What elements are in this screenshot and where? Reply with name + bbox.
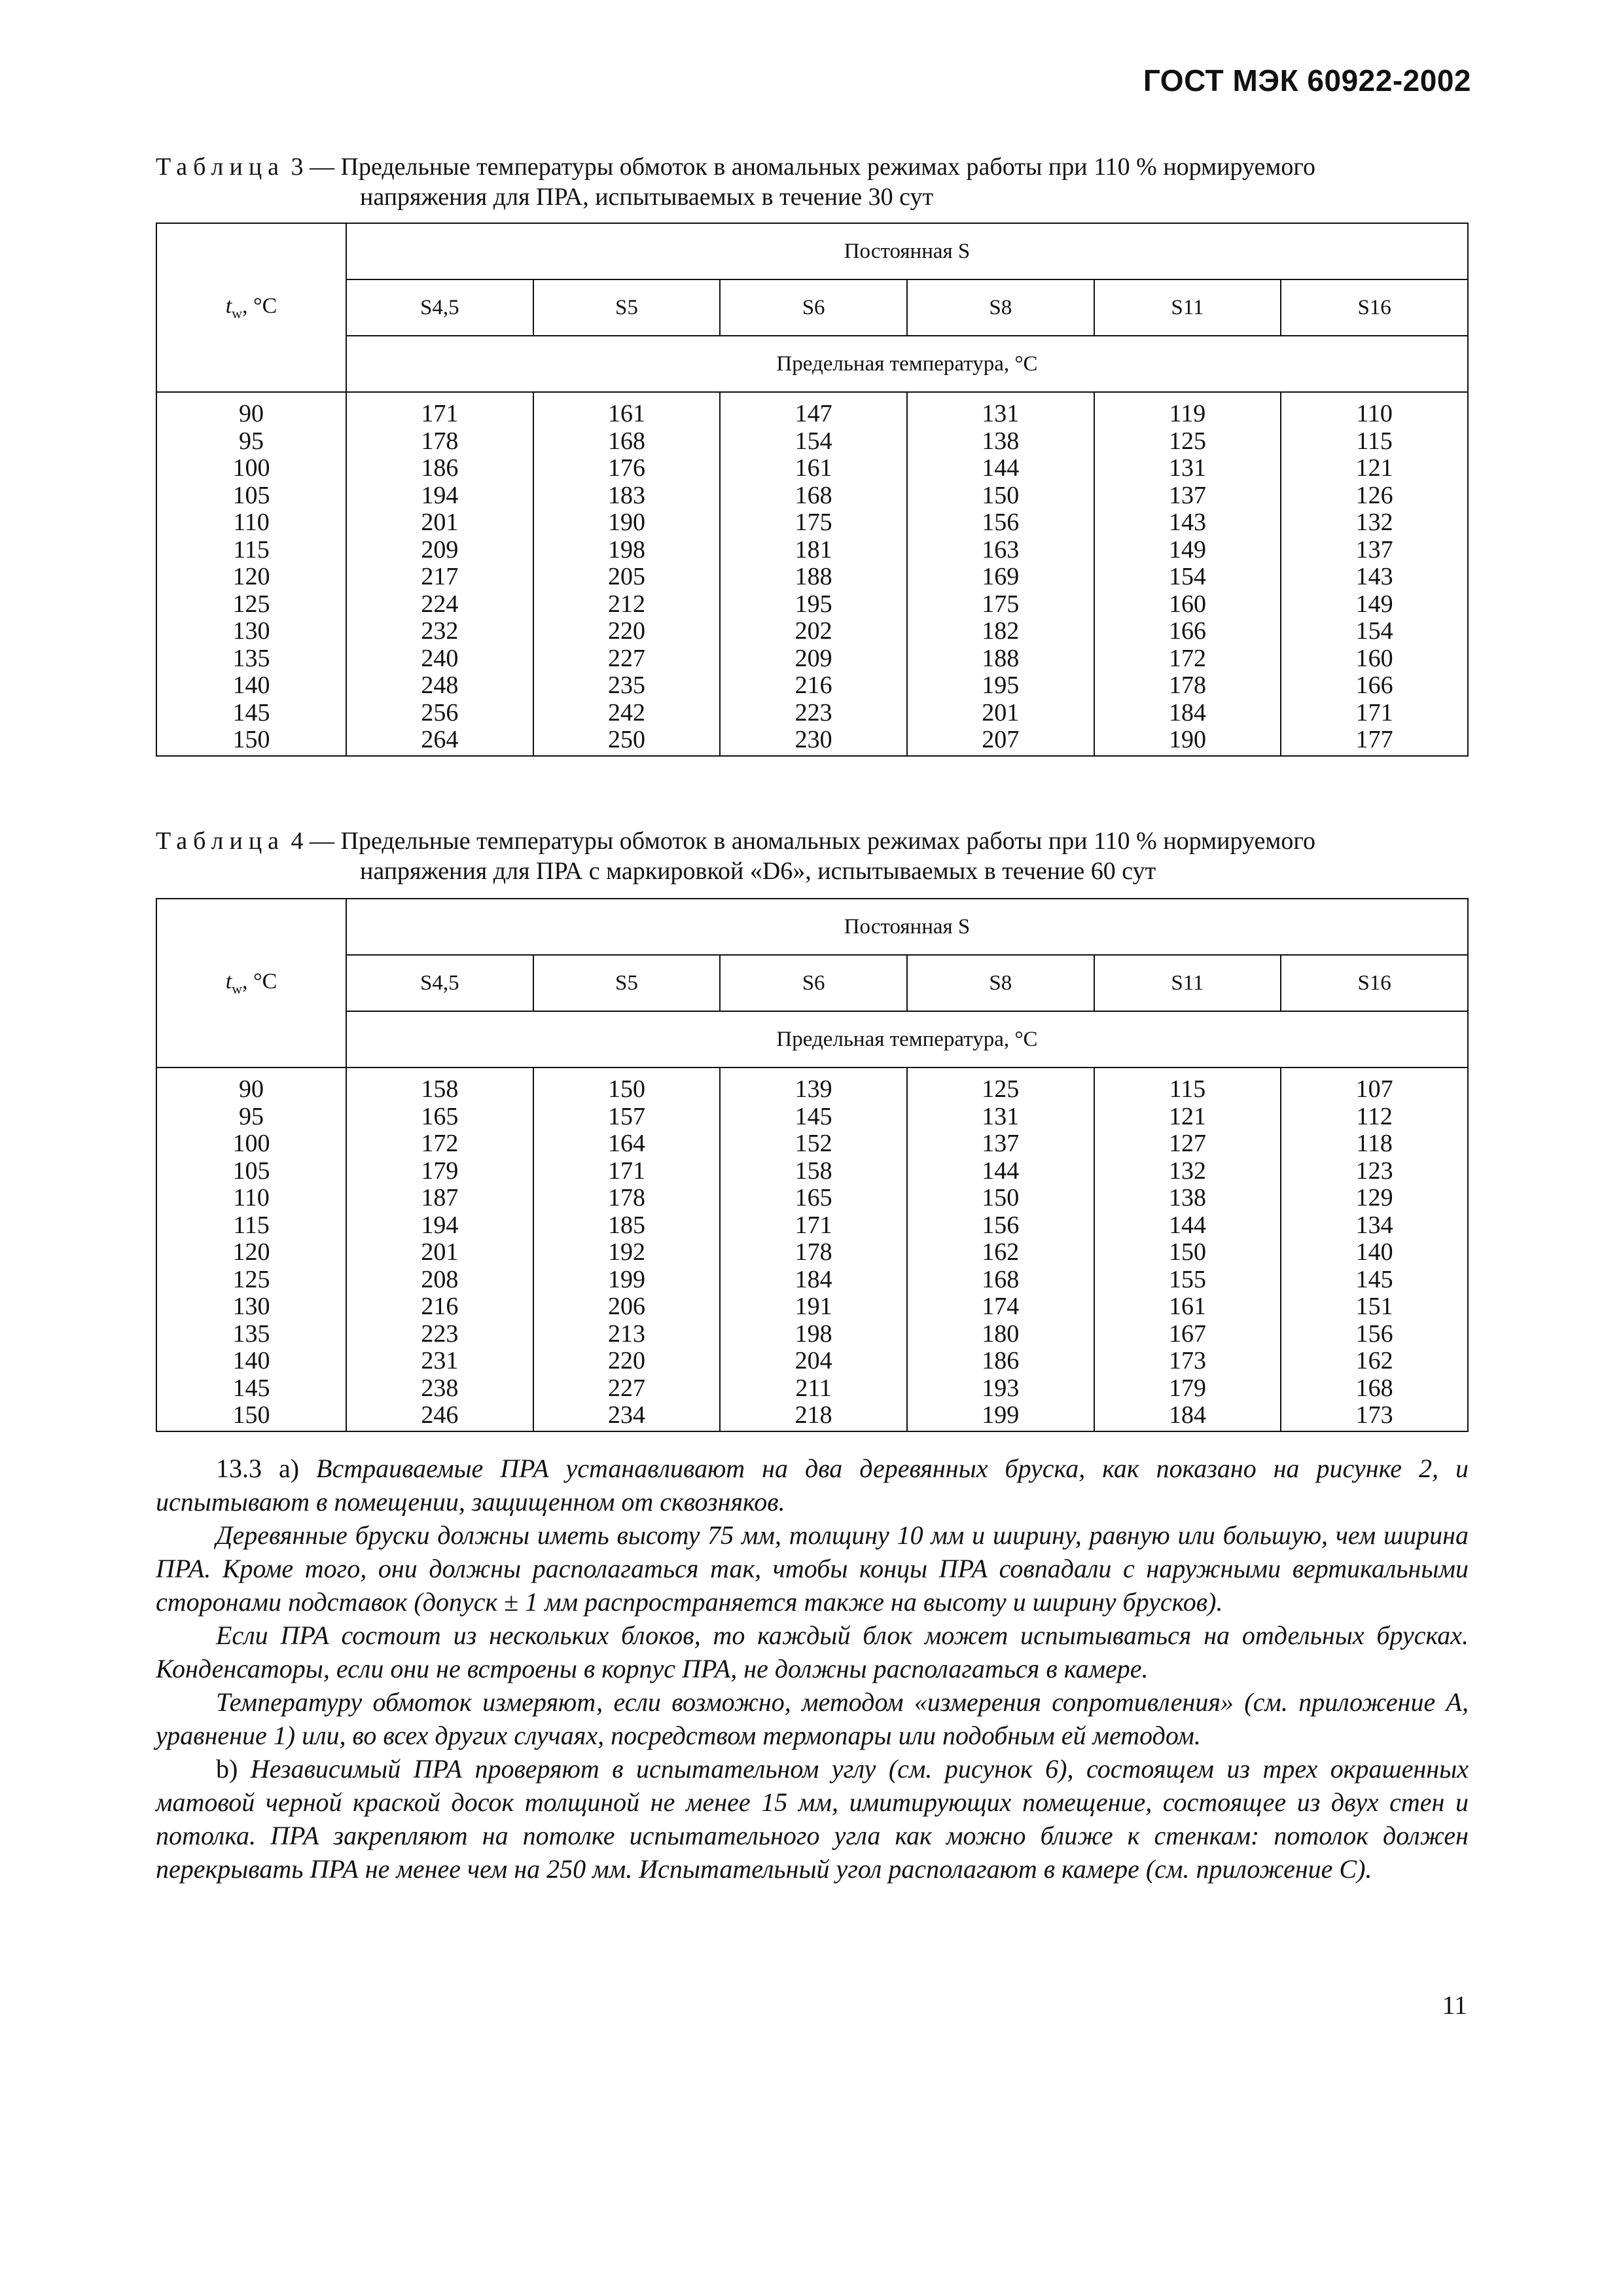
- table-cell: 150: [607, 1075, 645, 1103]
- table-cell: 227: [607, 644, 645, 672]
- body-text: [156, 1452, 1469, 1886]
- table-cell: 144: [982, 454, 1020, 482]
- table-cell: 188: [982, 644, 1020, 672]
- table-cell: 171: [421, 400, 459, 427]
- table-cell: 176: [607, 454, 645, 482]
- table-cell: 158: [421, 1075, 459, 1103]
- table-cell: 187: [421, 1184, 459, 1211]
- table-cell: 143: [1355, 563, 1393, 590]
- table-cell: 238: [421, 1374, 459, 1402]
- table-cell: 173: [1168, 1347, 1206, 1374]
- table-cell: 234: [607, 1401, 645, 1429]
- clause-item: b): [216, 1754, 251, 1784]
- column-header: S6: [720, 955, 907, 1011]
- table-cell: 220: [607, 617, 645, 645]
- table-cell: 135: [232, 644, 270, 672]
- table-cell: 154: [1355, 617, 1393, 645]
- table-cell: 107: [1355, 1075, 1393, 1103]
- table-cell: 90: [239, 1075, 264, 1103]
- table-cell: 137: [982, 1130, 1020, 1157]
- table-cell: 175: [982, 590, 1020, 618]
- table-cell: 129: [1355, 1184, 1393, 1211]
- table-cell: 185: [607, 1211, 645, 1239]
- column-header: S5: [533, 279, 721, 336]
- stub-header-unit: °C: [253, 969, 277, 994]
- table-cell: 155: [1168, 1265, 1206, 1293]
- table-caption-line2: напряжения для ПРА, испытываемых в течение 30 сут: [360, 183, 934, 211]
- table-cell: 166: [1355, 672, 1393, 699]
- table-cell: 193: [982, 1374, 1020, 1402]
- paragraph: [156, 1752, 1469, 1886]
- table-cell: 125: [1168, 427, 1206, 455]
- table-cell: 150: [1168, 1238, 1206, 1266]
- table-caption-text: 3 — Предельные температуры обмоток в аномальных режимах работы при 110 % нормируемого: [285, 153, 1316, 181]
- stub-header-unit: °C: [253, 293, 277, 318]
- table-cell: 220: [607, 1347, 645, 1374]
- table-cell: 145: [794, 1102, 832, 1130]
- table-cell: 218: [794, 1401, 832, 1429]
- table-cell: 150: [982, 481, 1020, 509]
- table-3-caption: [156, 152, 1471, 212]
- data-column: [1281, 392, 1468, 756]
- table-cell: 246: [421, 1401, 459, 1429]
- table-cell: 178: [1168, 672, 1206, 699]
- table-cell: 207: [982, 726, 1020, 753]
- table-cell: 147: [794, 400, 832, 427]
- table-cell: 156: [982, 509, 1020, 536]
- column-header: S5: [533, 955, 721, 1011]
- table-cell: 250: [607, 726, 645, 753]
- table-cell: 110: [233, 509, 270, 536]
- table-cell: 120: [232, 1238, 270, 1266]
- table-cell: 186: [421, 454, 459, 482]
- table-caption-label: Таблица: [156, 827, 285, 855]
- table-cell: 216: [794, 672, 832, 699]
- table-cell: 145: [1355, 1265, 1393, 1293]
- table-cell: 174: [982, 1293, 1020, 1320]
- table-cell: 171: [1355, 698, 1393, 726]
- table-cell: 115: [1169, 1075, 1206, 1103]
- column-header: S4,5: [346, 279, 533, 336]
- limit-temperature-header: Предельная температура, °C: [346, 1011, 1468, 1067]
- paragraph: Температуру обмоток измеряют, если возможно, методом «измерения сопротивления» (см. приложение А, уравнение 1) или, во всех других случаях, посредством термопары или подобным ей методом.: [156, 1687, 1469, 1750]
- table-cell: 100: [232, 1130, 270, 1157]
- table-cell: 199: [607, 1265, 645, 1293]
- column-header: S11: [1094, 279, 1281, 336]
- data-column: [1281, 1067, 1468, 1431]
- table-cell: 150: [232, 726, 270, 753]
- table-cell: 131: [982, 400, 1020, 427]
- table-cell: 208: [421, 1265, 459, 1293]
- table-cell: 198: [794, 1319, 832, 1348]
- table-cell: 110: [1356, 400, 1393, 427]
- table-cell: 125: [232, 590, 270, 618]
- data-column: [1094, 1067, 1281, 1431]
- table-cell: 206: [607, 1293, 645, 1320]
- table-cell: 100: [232, 454, 270, 482]
- table-cell: 105: [232, 1157, 270, 1185]
- table-cell: 184: [794, 1265, 832, 1293]
- table-cell: 121: [1168, 1102, 1206, 1130]
- table-cell: 130: [232, 617, 270, 645]
- table-cell: 115: [1356, 427, 1393, 455]
- column-header: S16: [1281, 279, 1468, 336]
- data-column: [907, 1067, 1094, 1431]
- table-caption-text: 4 — Предельные температуры обмоток в аномальных режимах работы при 110 % нормируемого: [285, 827, 1316, 855]
- table-cell: 178: [421, 427, 459, 455]
- table-cell: 143: [1168, 509, 1206, 536]
- table-cell: 161: [1168, 1293, 1206, 1320]
- group-header: Постоянная S: [346, 223, 1468, 279]
- table-cell: 184: [1168, 1401, 1206, 1429]
- table-cell: 175: [794, 509, 832, 536]
- table-cell: 154: [794, 427, 832, 455]
- paragraph-text: Независимый ПРА проверяют в испытательном углу (см. рисунок 6), состоящем из трех окрашенных матовой черной краской досок толщиной не менее 15 мм, имитирующих помещение, состоящее из двух стен и потолка. ПРА закрепляют на потолке испытательного угла как можно ближе к стенкам: потолок должен перекрывать ПРА не менее чем на 250 мм. Испытательный угол располагают в камере (см. приложение С).: [156, 1754, 1469, 1884]
- table-cell: 135: [232, 1319, 270, 1348]
- table-cell: 191: [794, 1293, 832, 1320]
- table-cell: 160: [1355, 644, 1393, 672]
- table-cell: 201: [982, 698, 1020, 726]
- column-header: S8: [907, 955, 1094, 1011]
- table-cell: 145: [232, 698, 270, 726]
- table-cell: 90: [239, 400, 264, 427]
- group-header: Постоянная S: [346, 899, 1468, 955]
- data-column: [907, 392, 1094, 756]
- tw-column: [156, 1067, 346, 1431]
- table-cell: 138: [982, 427, 1020, 455]
- table-cell: 140: [232, 672, 270, 699]
- table-cell: 235: [607, 672, 645, 699]
- table-cell: 224: [421, 590, 459, 618]
- table-cell: 242: [607, 698, 645, 726]
- column-header: S4,5: [346, 955, 533, 1011]
- table-cell: 173: [1355, 1401, 1393, 1429]
- table-cell: 156: [982, 1211, 1020, 1239]
- paragraph: Если ПРА состоит из нескольких блоков, то каждый блок может испытываться на отдельных брусках. Конденсаторы, если они не встроены в корпус ПРА, не должны располагаться в камере.: [156, 1621, 1469, 1683]
- table-cell: 140: [1355, 1238, 1393, 1266]
- table-cell: 182: [982, 617, 1020, 645]
- table-cell: 231: [421, 1347, 459, 1374]
- data-column: [533, 1067, 721, 1431]
- tw-column: [156, 392, 346, 756]
- table-cell: 110: [233, 1184, 270, 1211]
- table-cell: 188: [794, 563, 832, 590]
- table-cell: 248: [421, 672, 459, 699]
- table-cell: 151: [1355, 1293, 1393, 1320]
- table-cell: 105: [232, 481, 270, 509]
- table-cell: 180: [982, 1319, 1020, 1348]
- table-cell: 168: [982, 1265, 1020, 1293]
- table-cell: 223: [794, 698, 832, 726]
- table-cell: 201: [421, 1238, 459, 1266]
- table-cell: 149: [1355, 590, 1393, 618]
- table-cell: 223: [421, 1319, 459, 1348]
- table-cell: 240: [421, 644, 459, 672]
- table-cell: 160: [1168, 590, 1206, 618]
- table-caption-line2: напряжения для ПРА с маркировкой «D6», испытываемых в течение 60 сут: [360, 857, 1156, 885]
- clause-number: 13.3 a): [216, 1454, 317, 1483]
- table-cell: 178: [794, 1238, 832, 1266]
- table-cell: 164: [607, 1130, 645, 1157]
- table-cell: 120: [232, 563, 270, 590]
- table-cell: 154: [1168, 563, 1206, 590]
- table-cell: 217: [421, 563, 459, 590]
- table-cell: 184: [1168, 698, 1206, 726]
- table-cell: 150: [982, 1184, 1020, 1211]
- data-column: [1094, 392, 1281, 756]
- table-cell: 137: [1355, 535, 1393, 564]
- table-cell: 118: [1356, 1130, 1393, 1157]
- table-cell: 172: [421, 1130, 459, 1157]
- table-cell: 230: [794, 726, 832, 753]
- table-cell: 161: [794, 454, 832, 482]
- table-cell: 178: [607, 1184, 645, 1211]
- table-cell: 134: [1355, 1211, 1393, 1239]
- table-cell: 212: [607, 590, 645, 618]
- table-cell: 115: [233, 1211, 270, 1239]
- data-column: [533, 392, 721, 756]
- table-cell: 125: [232, 1265, 270, 1293]
- table-cell: 123: [1355, 1157, 1393, 1185]
- table-cell: 145: [232, 1374, 270, 1402]
- column-header: S8: [907, 279, 1094, 336]
- table-cell: 167: [1168, 1319, 1206, 1348]
- table-cell: 119: [1169, 400, 1206, 427]
- table-cell: 112: [1356, 1102, 1393, 1130]
- data-column: [720, 392, 907, 756]
- table-cell: 132: [1168, 1157, 1206, 1185]
- table-3: [156, 223, 1469, 757]
- table-cell: 156: [1355, 1319, 1393, 1348]
- data-column: [346, 392, 533, 756]
- table-cell: 202: [794, 617, 832, 645]
- table-cell: 227: [607, 1374, 645, 1402]
- table-cell: 186: [982, 1347, 1020, 1374]
- table-4-caption: [156, 826, 1471, 886]
- table-cell: 149: [1168, 535, 1206, 564]
- table-cell: 131: [982, 1102, 1020, 1130]
- table-cell: 144: [982, 1157, 1020, 1185]
- table-cell: 232: [421, 617, 459, 645]
- table-cell: 165: [794, 1184, 832, 1211]
- table-cell: 165: [421, 1102, 459, 1130]
- table-cell: 139: [794, 1075, 832, 1103]
- table-cell: 132: [1355, 509, 1393, 536]
- table-cell: 150: [232, 1401, 270, 1429]
- table-4: [156, 898, 1469, 1432]
- table-cell: 158: [794, 1157, 832, 1185]
- table-cell: 256: [421, 698, 459, 726]
- table-cell: 190: [607, 509, 645, 536]
- table-cell: 168: [607, 427, 645, 455]
- paragraph: [156, 1452, 1469, 1518]
- table-cell: 131: [1168, 454, 1206, 482]
- table-cell: 115: [233, 535, 270, 564]
- table-cell: 179: [421, 1157, 459, 1185]
- column-header: S16: [1281, 955, 1468, 1011]
- table-cell: 209: [421, 535, 459, 564]
- stub-header: $t_w$, °C: [156, 899, 346, 1067]
- table-cell: 264: [421, 726, 459, 753]
- table-cell: 198: [607, 535, 645, 564]
- table-cell: 168: [794, 481, 832, 509]
- table-cell: 169: [982, 563, 1020, 590]
- data-column: [346, 1067, 533, 1431]
- table-cell: 121: [1355, 454, 1393, 482]
- table-caption-label: Таблица: [156, 153, 285, 181]
- table-cell: 172: [1168, 644, 1206, 672]
- table-cell: 95: [239, 1102, 264, 1130]
- data-column: [720, 1067, 907, 1431]
- table-cell: 140: [232, 1347, 270, 1374]
- table-cell: 152: [794, 1130, 832, 1157]
- paragraph: Деревянные бруски должны иметь высоту 75 мм, толщину 10 мм и ширину, равную или большую, чем ширина ПРА. Кроме того, они должны располагаться так, чтобы концы ПРА совпадали с наружными вертикальными сторонами подставок (допуск ± 1 мм распространяется также на высоту и ширину брусков).: [156, 1520, 1469, 1617]
- table-cell: 130: [232, 1293, 270, 1320]
- table-cell: 138: [1168, 1184, 1206, 1211]
- table-cell: 168: [1355, 1374, 1393, 1402]
- table-cell: 190: [1168, 726, 1206, 753]
- table-cell: 157: [607, 1102, 645, 1130]
- table-cell: 125: [982, 1075, 1020, 1103]
- table-cell: 137: [1168, 481, 1206, 509]
- table-cell: 171: [607, 1157, 645, 1185]
- table-cell: 204: [794, 1347, 832, 1374]
- table-cell: 162: [982, 1238, 1020, 1266]
- stub-header: $t_w$, °C: [156, 223, 346, 392]
- table-cell: 216: [421, 1293, 459, 1320]
- table-cell: 195: [982, 672, 1020, 699]
- table-cell: 163: [982, 535, 1020, 564]
- table-cell: 195: [794, 590, 832, 618]
- table-cell: 194: [421, 481, 459, 509]
- column-header: S11: [1094, 955, 1281, 1011]
- table-cell: 126: [1355, 481, 1393, 509]
- paragraph-text: Встраиваемые ПРА устанавливают на два деревянных бруска, как показано на рисунке 2, и испытывают в помещении, защищенном от сквозняков.: [156, 1454, 1469, 1516]
- table-cell: 183: [607, 481, 645, 509]
- limit-temperature-header: Предельная температура, °C: [346, 336, 1468, 392]
- document-code: ГОСТ МЭК 60922-2002: [1143, 63, 1471, 98]
- table-cell: 179: [1168, 1374, 1206, 1402]
- table-cell: 95: [239, 427, 264, 455]
- table-cell: 194: [421, 1211, 459, 1239]
- table-cell: 211: [795, 1374, 832, 1402]
- table-cell: 205: [607, 563, 645, 590]
- table-cell: 161: [607, 400, 645, 427]
- table-cell: 144: [1168, 1211, 1206, 1239]
- column-header: S6: [720, 279, 907, 336]
- table-cell: 199: [982, 1401, 1020, 1429]
- table-cell: 127: [1168, 1130, 1206, 1157]
- table-cell: 201: [421, 509, 459, 536]
- table-cell: 177: [1355, 726, 1393, 753]
- table-cell: 209: [794, 644, 832, 672]
- table-cell: 162: [1355, 1347, 1393, 1374]
- page-number: 11: [1442, 1990, 1467, 2020]
- table-cell: 171: [794, 1211, 832, 1239]
- table-cell: 213: [607, 1319, 645, 1348]
- table-cell: 181: [794, 535, 832, 564]
- table-cell: 166: [1168, 617, 1206, 645]
- table-cell: 192: [607, 1238, 645, 1266]
